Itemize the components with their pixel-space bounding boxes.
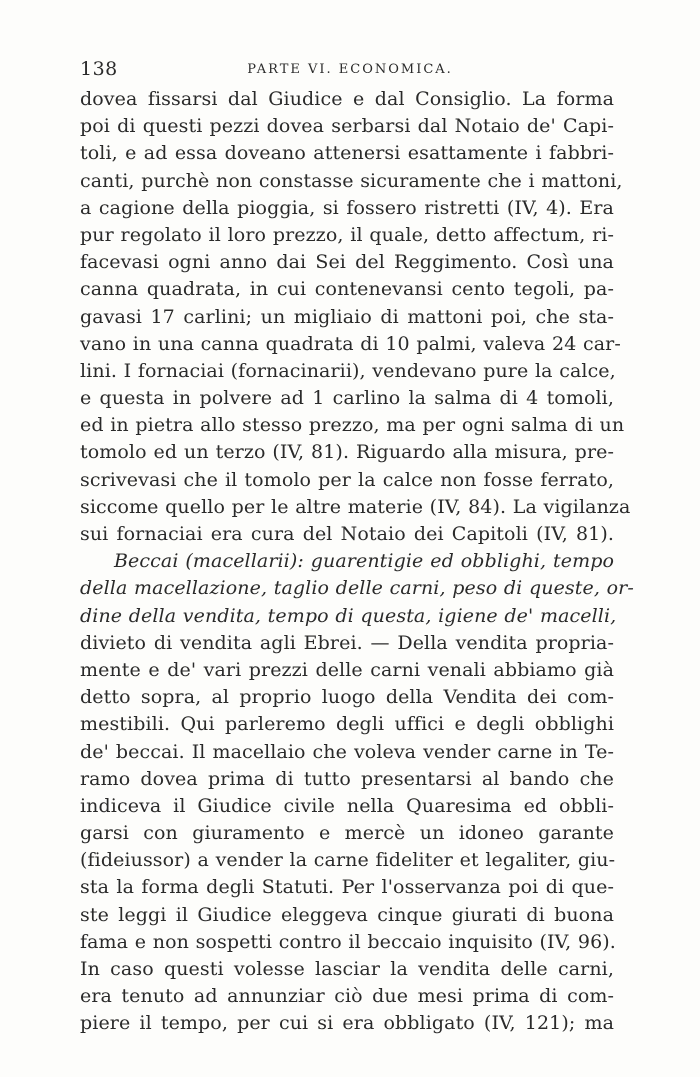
text-line: ramo dovea prima di tutto presentarsi al bando che: [80, 767, 614, 790]
text-line: a cagione della pioggia, si fossero ristretti (IV, 4). Era: [80, 196, 614, 219]
running-head: PARTE VI. ECONOMICA.: [247, 62, 453, 77]
text-line: toli, e ad essa doveano attenersi esattamente i fabbri-: [80, 142, 614, 165]
text-line: e questa in polvere ad 1 carlino la salma di 4 tomoli,: [80, 387, 614, 410]
text-line: garsi con giuramento e mercè un idoneo garante: [80, 822, 614, 845]
text-line: facevasi ogni anno dai Sei del Reggimento. Così una: [80, 251, 614, 274]
text-line: gavasi 17 carlini; un migliaio di mattoni poi, che sta-: [80, 305, 614, 328]
page-number: 138: [80, 58, 118, 80]
text-line: mestibili. Qui parleremo degli uffici e degli obblighi: [80, 713, 614, 736]
text-line: (fideiussor) a vender la carne fideliter et legaliter, giu-: [80, 849, 616, 872]
text-line: canti, purchè non constasse sicuramente che i mattoni,: [80, 169, 623, 192]
text-line: ste leggi il Giudice eleggeva cinque giurati di buona: [80, 903, 614, 926]
text-line: indiceva il Giudice civile nella Quaresima ed obbli-: [80, 794, 614, 817]
section-heading-line: della macellazione, taglio delle carni, peso di queste, or-: [80, 577, 634, 600]
text-line: divieto di vendita agli Ebrei. — Della vendita propria-: [80, 631, 614, 654]
body-text: [80, 86, 634, 1038]
text-line: poi di questi pezzi dovea serbarsi dal Notaio de' Capi-: [80, 115, 614, 138]
text-line: sui fornaciai era cura del Notaio dei Capitoli (IV, 81).: [80, 523, 614, 545]
page-header: [80, 58, 614, 88]
section-heading-line: Beccai (macellarii): guarentigie ed obblighi, tempo: [114, 550, 614, 573]
text-line: tomolo ed un terzo (IV, 81). Riguardo alla misura, pre-: [80, 441, 614, 464]
text-line: lini. I fornaciai (fornacinarii), vendevano pure la calce,: [80, 359, 616, 382]
text-line: siccome quello per le altre materie (IV, 84). La vigilanza: [80, 495, 631, 518]
text-line: vano in una canna quadrata di 10 palmi, valeva 24 car-: [80, 332, 621, 355]
text-line: pur regolato il loro prezzo, il quale, detto affectum, ri-: [80, 223, 614, 246]
text-line: piere il tempo, per cui si era obbligato (IV, 121); ma: [80, 1012, 614, 1035]
text-line: mente e de' vari prezzi delle carni venali abbiamo già: [80, 658, 614, 681]
text-line: sta la forma degli Statuti. Per l'osservanza poi di que-: [80, 876, 614, 899]
section-heading-line: dine della vendita, tempo di questa, igiene de' macelli,: [80, 604, 617, 627]
text-line: de' beccai. Il macellaio che voleva vender carne in Te-: [80, 740, 614, 763]
text-line: detto sopra, al proprio luogo della Vendita dei com-: [80, 686, 614, 709]
text-line: era tenuto ad annunziar ciò due mesi prima di com-: [80, 985, 614, 1008]
text-line: scrivevasi che il tomolo per la calce non fosse ferrato,: [80, 468, 614, 491]
text-line: fama e non sospetti contro il beccaio inquisito (IV, 96).: [80, 930, 616, 953]
text-line: In caso questi volesse lasciar la vendita delle carni,: [80, 958, 614, 980]
text-line: dovea fissarsi dal Giudice e dal Consiglio. La forma: [80, 88, 614, 110]
text-line: ed in pietra allo stesso prezzo, ma per ogni salma di un: [80, 414, 625, 437]
text-line: canna quadrata, in cui contenevansi cento tegoli, pa-: [80, 278, 614, 301]
